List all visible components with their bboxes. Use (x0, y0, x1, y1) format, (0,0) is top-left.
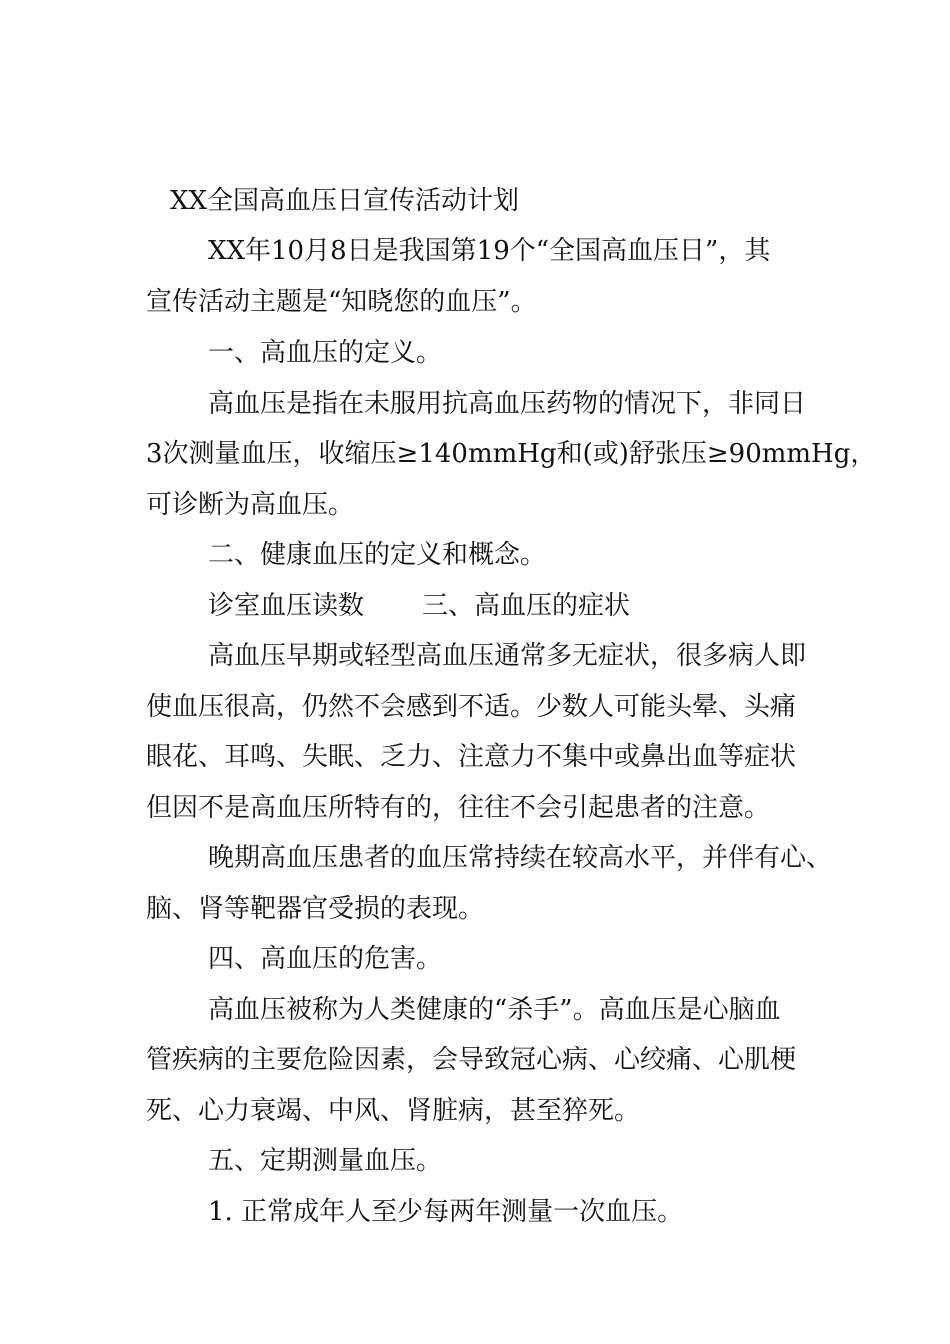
paragraph-line: 使血压很高，仍然不会感到不适。少数人可能头晕、头痛 (146, 692, 797, 722)
section-heading: 五、定期测量血压。 (208, 1146, 443, 1176)
paragraph-line: 高血压早期或轻型高血压通常多无症状，很多病人即 (208, 641, 807, 671)
paragraph-line: 脑、肾等靶器官受损的表现。 (146, 894, 485, 924)
paragraph-line: 高血压被称为人类健康的“杀手”。高血压是心脑血 (208, 995, 781, 1025)
mixed-line (208, 591, 630, 621)
paragraph-line: 宣传活动主题是“知晓您的血压”。 (146, 287, 537, 317)
list-item: 1. 正常成年人至少每两年测量一次血压。 (208, 1197, 684, 1227)
paragraph-line: 可诊断为高血压。 (146, 490, 355, 520)
paragraph-line: 高血压是指在未服用抗高血压药物的情况下，非同日 (208, 389, 807, 419)
paragraph-line: 管疾病的主要危险因素，会导致冠心病、心绞痛、心肌梗 (146, 1045, 797, 1075)
paragraph-line: 但因不是高血压所特有的，往往不会引起患者的注意。 (146, 793, 771, 823)
paragraph-line: 3次测量血压，收缩压≥140mmHg和(或)舒张压≥90mmHg， (146, 439, 877, 469)
section-heading: 二、健康血压的定义和概念。 (208, 540, 547, 570)
paragraph-line: 死、心力衰竭、中风、肾脏病，甚至猝死。 (146, 1096, 641, 1126)
document-title: XX全国高血压日宣传活动计划 (170, 186, 520, 216)
section-heading: 三、高血压的症状 (422, 591, 631, 621)
section-heading: 一、高血压的定义。 (208, 338, 443, 368)
paragraph-line: 眼花、耳鸣、失眠、乏力、注意力不集中或鼻出血等症状 (146, 742, 797, 772)
section-heading: 四、高血压的危害。 (208, 944, 443, 974)
paragraph-text: 诊室血压读数 (208, 591, 365, 621)
paragraph-line: XX年10月8日是我国第19个“全国高血压日”，其 (208, 236, 771, 266)
paragraph-line: 晚期高血压患者的血压常持续在较高水平，并伴有心、 (208, 843, 833, 873)
